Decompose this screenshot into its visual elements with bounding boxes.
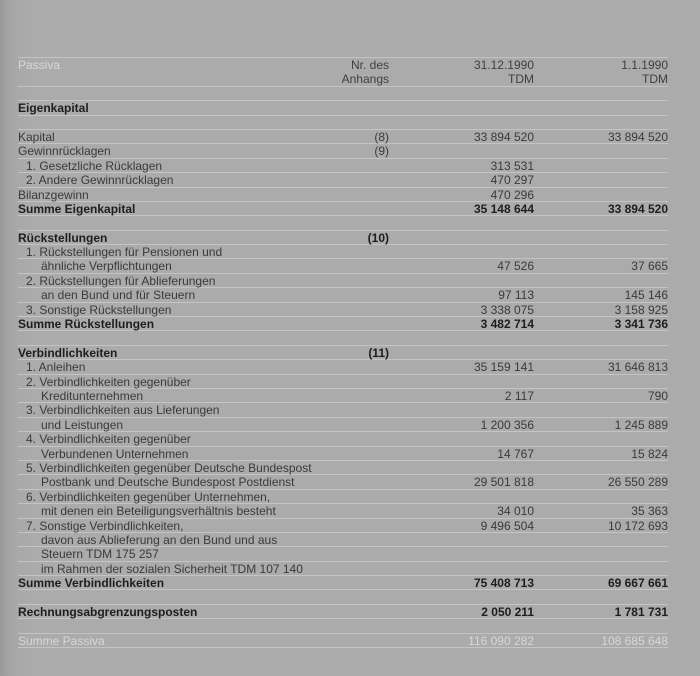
row-label: Summe Rückstellungen (18, 317, 155, 332)
table-row-sonstige-verbindlichkeiten-2 (18, 533, 668, 547)
row-label: 4. Verbindlichkeiten gegenüber (26, 432, 191, 447)
row-value-1990-12: 3 338 075 (480, 302, 534, 317)
row-label: an den Bund und für Steuern (41, 288, 196, 303)
row-label: Verbundenen Unternehmen (41, 446, 189, 461)
row-value-1990-12: 470 296 (490, 187, 534, 202)
table-row-pensionen-1 (18, 245, 668, 259)
table-row-beteiligung-1 (18, 490, 668, 504)
grand-total-row-passiva (18, 634, 668, 648)
row-label: Summe Eigenkapital (18, 201, 136, 216)
row-value-1990-12: 75 408 713 (473, 576, 534, 591)
row-label: Bilanzgewinn (18, 187, 89, 202)
table-row-sonstige-rueckstellungen (18, 303, 668, 317)
col-v2-header-1: 1.1.1990 (621, 58, 668, 72)
table-row-lieferungen-1 (18, 403, 668, 417)
row-label: Summe Verbindlichkeiten (18, 576, 165, 591)
row-value-1990-12: 35 159 141 (473, 360, 534, 375)
table-row-verbunden-2 (18, 447, 668, 461)
spacer-row (18, 331, 668, 345)
row-value-1990-01: 35 363 (631, 504, 668, 519)
table-row-andere-ruecklagen (18, 173, 668, 187)
row-label: Summe Passiva (18, 633, 105, 648)
row-label: 5. Verbindlichkeiten gegenüber Deutsche Bundespost (26, 460, 312, 475)
row-label: Rechnungsabgrenzungsposten (18, 604, 198, 619)
row-label: und Leistungen (41, 417, 124, 432)
row-label: Kapital (18, 129, 55, 144)
col-v1-header-1: 31.12.1990 (473, 58, 534, 72)
passiva-table (18, 58, 668, 648)
row-value-1990-12: 35 148 644 (473, 201, 534, 216)
total-row-verbindlichkeiten (18, 576, 668, 590)
spacer-row (18, 216, 668, 230)
section-heading-rueckstellungen (18, 231, 668, 245)
row-label: 6. Verbindlichkeiten gegenüber Unternehmen, (26, 489, 271, 504)
row-value-1990-01: 26 550 289 (607, 475, 668, 490)
table-row-ablieferungen-1 (18, 274, 668, 288)
row-value-1990-12: 47 526 (497, 259, 534, 274)
row-label: Kreditunternehmen (41, 388, 144, 403)
row-value-1990-01: 1 245 889 (614, 417, 668, 432)
table-row-gesetzliche-ruecklagen (18, 159, 668, 173)
row-nr: (11) (368, 345, 389, 360)
row-value-1990-01: 33 894 520 (607, 129, 668, 144)
row-value-1990-12: 2 117 (504, 388, 534, 403)
row-nr: (10) (367, 230, 389, 245)
row-value-1990-12: 9 496 504 (480, 518, 534, 533)
row-value-1990-12: 470 297 (490, 173, 534, 188)
spacer-row (18, 619, 668, 633)
header-row-1 (18, 58, 668, 72)
row-value-1990-12: 1 200 356 (480, 417, 534, 432)
section-label: Eigenkapital (18, 101, 89, 116)
row-label: 3. Verbindlichkeiten aus Lieferungen (26, 403, 220, 418)
row-value-1990-01: 33 894 520 (607, 201, 668, 216)
row-label: ähnliche Verpflichtungen (41, 259, 172, 274)
row-label: mit denen ein Beteiligungsverhältnis besteht (41, 504, 276, 519)
row-value-1990-12: 116 090 282 (468, 633, 534, 648)
row-value-1990-01: 790 (647, 388, 668, 403)
row-value-1990-01: 3 158 925 (614, 302, 668, 317)
row-label: Gewinnrücklagen (18, 144, 111, 159)
table-row-sonstige-verbindlichkeiten-4 (18, 562, 668, 576)
row-label: 1. Anleihen (26, 360, 86, 375)
table-row-ablieferungen-2 (18, 288, 668, 302)
row-label: Steuern TDM 175 257 (41, 547, 159, 562)
row-nr: (9) (374, 144, 389, 159)
table-row-bilanzgewinn (18, 188, 668, 202)
row-value-1990-01: 31 646 813 (607, 360, 668, 375)
row-label: Postbank und Deutsche Bundespost Postdienst (41, 475, 295, 490)
row-nr: (8) (374, 129, 389, 144)
row-label: 2. Andere Gewinnrücklagen (26, 173, 174, 188)
row-label: 1. Gesetzliche Rücklagen (26, 158, 163, 173)
header-row-2 (18, 72, 668, 86)
row-label: 7. Sonstige Verbindlichkeiten, (26, 518, 184, 533)
row-value-1990-12: 14 767 (497, 446, 534, 461)
col-v1-header-2: TDM (508, 72, 534, 87)
table-row-kredit-1 (18, 375, 668, 389)
total-row-rueckstellungen (18, 317, 668, 331)
row-label: davon aus Ablieferung an den Bund und aus (41, 532, 278, 547)
table-row-kapital (18, 130, 668, 144)
table-row-sonstige-verbindlichkeiten-1 (18, 519, 668, 533)
row-value-1990-12: 2 050 211 (481, 604, 534, 619)
row-value-1990-01: 108 685 648 (601, 633, 668, 648)
col-nr-header-2: Anhangs (341, 72, 389, 87)
section-heading-eigenkapital (18, 101, 668, 115)
row-value-1990-01: 145 146 (624, 288, 668, 303)
row-value-1990-12: 97 113 (498, 288, 534, 303)
section-label: Rückstellungen (18, 230, 108, 245)
row-value-1990-12: 3 482 714 (480, 317, 534, 332)
total-row-eigenkapital (18, 202, 668, 216)
spacer-row (18, 116, 668, 130)
table-title: Passiva (18, 58, 61, 72)
col-nr-header-1: Nr. des (350, 58, 389, 72)
spacer-row (18, 87, 668, 101)
row-label: 3. Sonstige Rückstellungen (26, 302, 172, 317)
section-heading-verbindlichkeiten (18, 346, 668, 360)
row-value-1990-12: 29 501 818 (473, 475, 534, 490)
row-label: im Rahmen der sozialen Sicherheit TDM 107 140 (41, 561, 303, 576)
table-row-beteiligung-2 (18, 504, 668, 518)
table-row-bundespost-1 (18, 461, 668, 475)
row-value-1990-01: 1 781 731 (614, 604, 668, 619)
row-value-1990-12: 34 010 (497, 504, 534, 519)
table-row-verbunden-1 (18, 432, 668, 446)
row-value-1990-12: 313 531 (490, 158, 534, 173)
row-value-1990-01: 69 667 661 (607, 576, 668, 591)
table-row-sonstige-verbindlichkeiten-3 (18, 547, 668, 561)
table-row-gewinnruecklagen (18, 144, 668, 158)
row-value-1990-01: 3 341 736 (614, 317, 668, 332)
table-row-bundespost-2 (18, 475, 668, 489)
row-value-1990-01: 37 665 (631, 259, 668, 274)
row-value-1990-01: 10 172 693 (607, 518, 668, 533)
col-v2-header-2: TDM (642, 72, 668, 87)
row-value-1990-12: 33 894 520 (473, 129, 534, 144)
table-row-kredit-2 (18, 389, 668, 403)
table-row-pensionen-2 (18, 259, 668, 273)
section-label: Verbindlichkeiten (18, 345, 118, 360)
table-row-anleihen (18, 360, 668, 374)
table-row-lieferungen-2 (18, 418, 668, 432)
row-label: 2. Verbindlichkeiten gegenüber (26, 374, 191, 389)
row-label: 1. Rückstellungen für Pensionen und (26, 245, 223, 260)
row-label: 2. Rückstellungen für Ablieferungen (26, 273, 216, 288)
row-value-1990-01: 15 824 (631, 446, 668, 461)
total-row-rechnungsabgrenzung (18, 605, 668, 619)
spacer-row (18, 590, 668, 604)
